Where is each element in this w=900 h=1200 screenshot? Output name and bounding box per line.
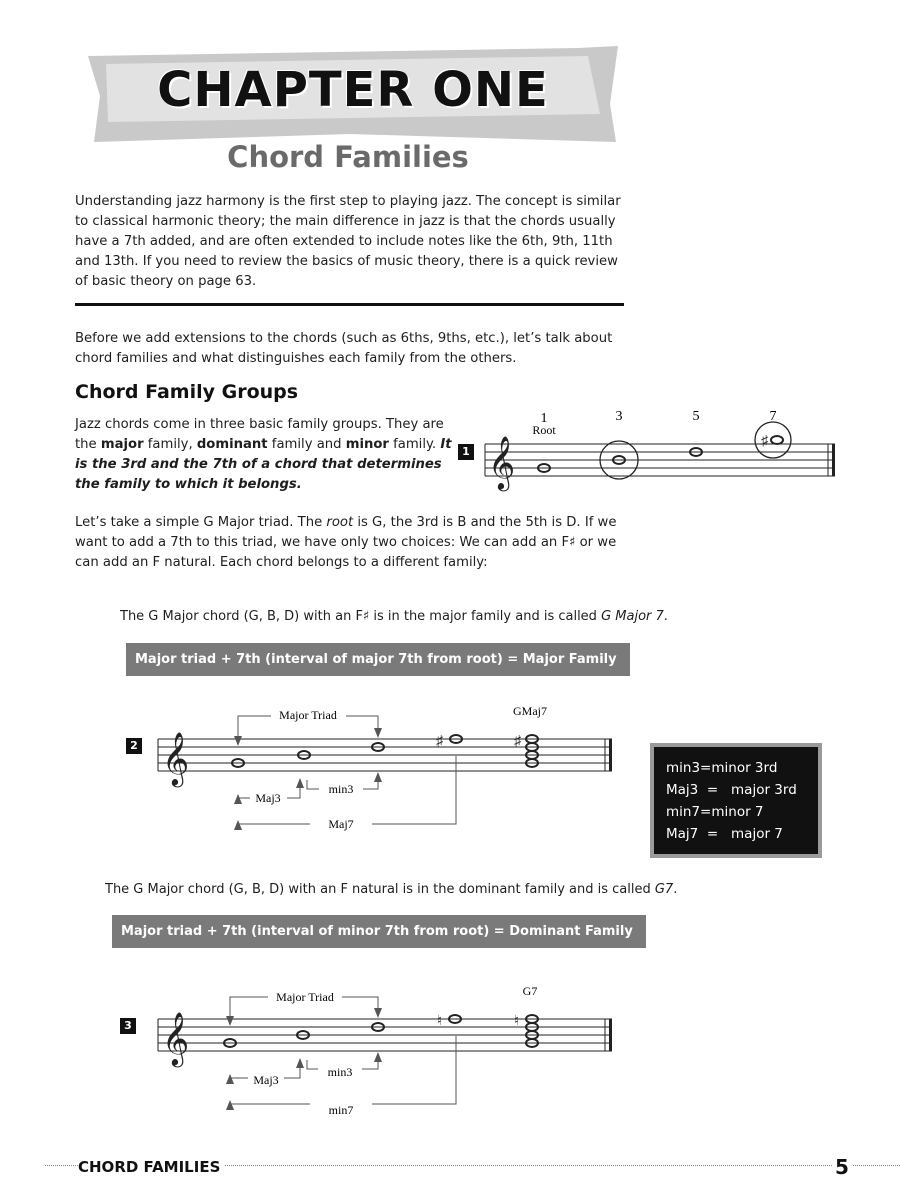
footer-title: CHORD FAMILIES	[78, 1158, 224, 1176]
treble-clef-icon: 𝄞	[162, 733, 190, 784]
note-f-sharp	[771, 436, 783, 444]
chord-sharp-icon: ♯	[514, 734, 521, 749]
triad-paragraph: Let’s take a simple G Major triad. The root is G, the 3rd is B and the 5th is D. If we want to add a 7th to this triad, we have only two choices: We can add an F♯ or we can add an F natural. Each chord belongs to a different family:	[75, 515, 617, 570]
example-number-3: 3	[120, 1018, 136, 1034]
degree-label-3: 3	[615, 409, 623, 424]
chapter-banner	[88, 44, 618, 144]
chord-natural-icon: ♮	[514, 1014, 520, 1029]
intro-paragraph: Understanding jazz harmony is the first step to playing jazz. The concept is similar to classical harmonic theory; the main difference in jazz is that the chords usually have a 7th added, and are often extended to include notes like the 6th, 9th, 11th and 13th. If you need to review the basics of music theory, there is a quick review of basic theory on page 63.	[75, 194, 621, 289]
maj3-label: Maj3	[255, 791, 281, 805]
major-triad-label: Major Triad	[279, 708, 337, 722]
min3-label: min3	[327, 1065, 353, 1079]
example-number-2: 2	[126, 738, 142, 754]
chapter-title: CHAPTER ONE	[157, 62, 549, 118]
dominant-family-formula: Major triad + 7th (interval of minor 7th from root) = Dominant Family Chord	[112, 915, 646, 948]
min7-label: min7	[328, 1103, 354, 1117]
gmaj7-caption: The G Major chord (G, B, D) with an F♯ is in the major family and is called G Major 7.	[120, 609, 668, 624]
major-triad-label: Major Triad	[276, 990, 334, 1004]
section-heading: Chord Family Groups	[75, 381, 299, 403]
example-1-staff	[480, 400, 840, 500]
sharp-icon: ♯	[761, 434, 768, 449]
legend-row: Maj3 = major 3rd	[666, 782, 797, 798]
interval-legend	[650, 743, 822, 858]
page-number: 5	[832, 1155, 852, 1179]
degree-label-1: 1	[540, 411, 548, 426]
family-rule-emphasis: It is the 3rd and the 7th of a chord that determines the family to which it belongs.	[75, 437, 452, 492]
families-intro-paragraph: Before we add extensions to the chords (such as 6ths, 9ths, etc.), let’s talk about chord families and what distinguishes each family from the others.	[75, 331, 613, 366]
example-number-1: 1	[458, 444, 474, 460]
g7-chord-notes	[526, 1015, 538, 1047]
gmaj7-chord-notes	[526, 735, 538, 767]
min3-label: min3	[328, 782, 354, 796]
g7-caption: The G Major chord (G, B, D) with an F natural is in the dominant family and is called G7.	[105, 882, 678, 897]
treble-clef-icon: 𝄞	[488, 437, 516, 488]
root-label: Root	[532, 423, 556, 437]
legend-row: min7=minor 7	[666, 804, 764, 820]
legend-row: min3=minor 3rd	[666, 760, 778, 776]
maj7-label: Maj7	[328, 817, 354, 831]
minor-keyword: minor	[345, 437, 389, 452]
example-2-staff	[150, 700, 620, 840]
natural-icon: ♮	[437, 1014, 443, 1029]
legend-row: Maj7 = major 7	[666, 826, 783, 842]
chord-symbol: GMaj7	[513, 704, 547, 718]
example-3-staff	[150, 980, 620, 1120]
dominant-keyword: dominant	[196, 437, 268, 452]
page-title: Chord Families	[227, 140, 469, 174]
sharp-icon: ♯	[436, 734, 443, 749]
major-keyword: major	[100, 437, 144, 452]
treble-clef-icon: 𝄞	[162, 1013, 190, 1064]
degree-label-7: 7	[769, 409, 777, 424]
chord-symbol: G7	[522, 984, 538, 998]
maj3-label: Maj3	[253, 1073, 279, 1087]
section-divider	[75, 303, 624, 306]
degree-label-5: 5	[692, 409, 700, 424]
major-family-formula: Major triad + 7th (interval of major 7th from root) = Major Family Chord	[126, 643, 630, 676]
family-groups-paragraph: Jazz chords come in three basic family groups. They are the major family, dominant family and minor family. It is the 3rd and the 7th of a chord that determines the family to which it belongs.	[75, 417, 452, 492]
